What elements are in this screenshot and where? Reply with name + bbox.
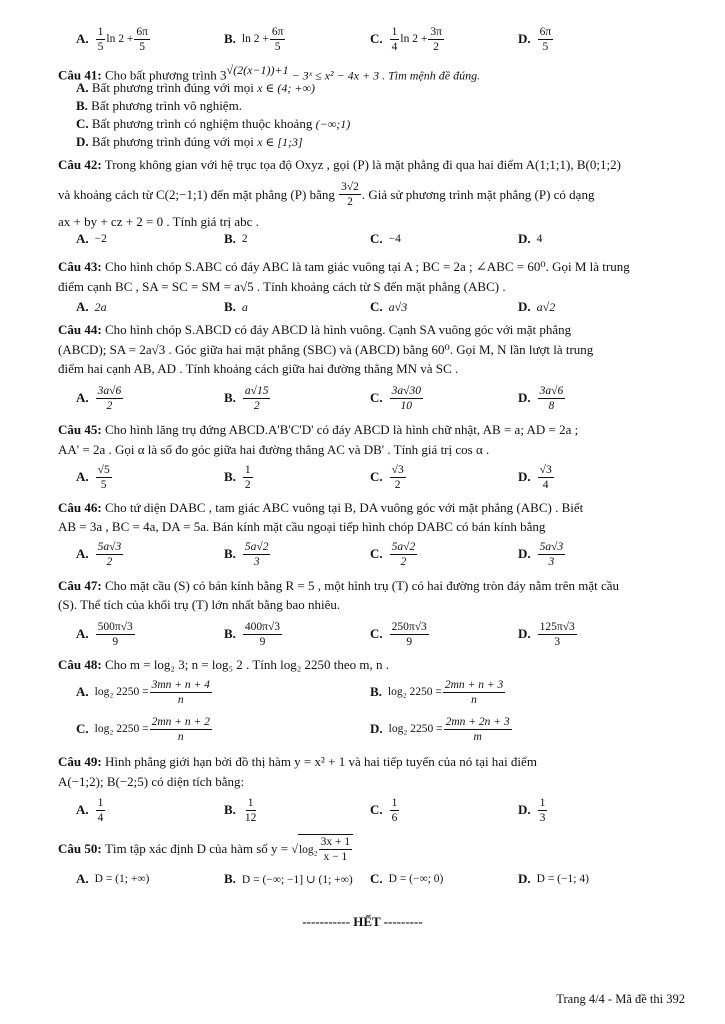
q49-option-b[interactable]: B. $\frac{1}{12}$ bbox=[224, 796, 257, 824]
q47-option-b[interactable]: B. $\frac{400\pi√3}{9}$ bbox=[224, 620, 281, 648]
q49-stem-line2: A(−1;2); B(−2;5) có diện tích bằng: bbox=[58, 774, 245, 789]
q42-option-b[interactable]: B. 2 bbox=[224, 231, 248, 246]
q44-stem-line2: (ABCD); SA = 2a√3 . Góc giữa hai mặt phẳng (SBC) và (ABCD) bằng 60⁰. Gọi M, N lần lượt là trung bbox=[58, 342, 594, 357]
q43-option-d[interactable]: D. a√2 bbox=[518, 299, 556, 314]
q43-options bbox=[76, 296, 690, 318]
q49-option-a[interactable]: A. $\frac{1}{4}$ bbox=[76, 796, 104, 824]
q48-option-c[interactable]: C. log₂ 2250 = $\frac{2mn + n + 2}{n}$ bbox=[76, 715, 210, 743]
q45-option-d[interactable]: D. $\frac{√3}{4}$ bbox=[518, 463, 552, 491]
q46-stem-line1: Câu 46: Cho tứ diện DABC , tam giác ABC vuông tại B, DA vuông góc với mặt phẳng (ABC) . Biết bbox=[58, 500, 584, 515]
q42-option-a[interactable]: A. −2 bbox=[76, 231, 107, 246]
q41-option-c[interactable]: C. Bất phương trình có nghiệm thuộc khoảng (−∞;1) bbox=[76, 116, 351, 131]
q49-options bbox=[76, 793, 690, 827]
q48-option-d[interactable]: D. log₂ 2250 = $\frac{2mn + 2n + 3}{m}$ bbox=[370, 715, 510, 743]
q47-option-c[interactable]: C. $\frac{250\pi√3}{9}$ bbox=[370, 620, 427, 648]
q47-stem-line1: Câu 47: Cho mặt cầu (S) có bán kính bằng R = 5 , một hình trụ (T) có hai đường tròn đáy nằm trên mặt cầu bbox=[58, 578, 620, 593]
q41-option-d[interactable]: D. Bất phương trình đúng với mọi x ∈ [1;3] bbox=[76, 134, 303, 149]
q43-option-a[interactable]: A. 2a bbox=[76, 299, 107, 314]
q42-option-c[interactable]: C. −4 bbox=[370, 231, 401, 246]
q46-options bbox=[76, 537, 690, 571]
q44-option-a[interactable]: A. $\frac{3a√6}{2}$ bbox=[76, 384, 122, 412]
q48-options-row1 bbox=[76, 675, 690, 709]
q46-option-b[interactable]: B. $\frac{5a√2}{3}$ bbox=[224, 540, 269, 568]
q50-option-a[interactable]: A. D = (1; +∞) bbox=[76, 871, 150, 886]
q50-option-d[interactable]: D. D = (−1; 4) bbox=[518, 871, 589, 886]
q44-options bbox=[76, 381, 690, 415]
q45-option-a[interactable]: A. $\frac{√5}{5}$ bbox=[76, 463, 110, 491]
q50-options bbox=[76, 868, 690, 890]
q48-option-a[interactable]: A. log₂ 2250 = $\frac{3mn + n + 4}{n}$ bbox=[76, 678, 210, 706]
end-marker: ----------- HẾT --------- bbox=[302, 914, 423, 929]
q40-option-a[interactable]: A. $\frac{1}{5}$ ln 2 + $\frac{6\pi}{5}$ bbox=[76, 25, 148, 53]
page-footer: Trang 4/4 - Mã đề thi 392 bbox=[556, 992, 685, 1006]
q42-option-d[interactable]: D. 4 bbox=[518, 231, 543, 246]
q49-option-c[interactable]: C. $\frac{1}{6}$ bbox=[370, 796, 398, 824]
q45-option-b[interactable]: B. $\frac{1}{2}$ bbox=[224, 463, 251, 491]
q49-option-d[interactable]: D. $\frac{1}{3}$ bbox=[518, 796, 546, 824]
q49-stem-line1: Câu 49: Hình phẳng giới hạn bởi đồ thị hàm y = x² + 1 và hai tiếp tuyến của nó tại hai điểm bbox=[58, 754, 537, 769]
q44-stem-line3: điểm hai cạnh AB, AD . Tính khoảng cách giữa hai đường thẳng MN và SC . bbox=[58, 361, 459, 376]
q43-stem-line2: điểm cạnh BC , SA = SC = SM = a√5 . Tính khoảng cách từ S đến mặt phẳng (ABC) . bbox=[58, 279, 506, 294]
q42-options bbox=[76, 228, 690, 250]
q45-stem-line2: AA' = 2a . Gọi α là số đo góc giữa hai đường thẳng AC và DB' . Tính giá trị cos α . bbox=[58, 442, 490, 457]
q41-option-b[interactable]: B. Bất phương trình vô nghiệm. bbox=[76, 98, 242, 113]
q42-stem-line3: ax + by + cz + 2 = 0 . Tính giá trị abc . bbox=[58, 214, 259, 229]
q45-stem-line1: Câu 45: Cho hình lăng trụ đứng ABCD.A'B'C'D' có đáy ABCD là hình chữ nhật, AB = a; AD = 2a ; bbox=[58, 422, 579, 437]
q47-options bbox=[76, 617, 690, 651]
q47-option-a[interactable]: A. $\frac{500\pi√3}{9}$ bbox=[76, 620, 133, 648]
q46-stem-line2: AB = 3a , BC = 4a, DA = 5a. Bán kính mặt cầu ngoại tiếp hình chóp DABC có bán kính bằng bbox=[58, 519, 546, 534]
q42-stem-line1: Câu 42: Trong không gian với hệ trục tọa độ Oxyz , gọi (P) là mặt phẳng đi qua hai điểm A(1;1;1), B(0;1;2) bbox=[58, 157, 621, 172]
q44-option-c[interactable]: C. $\frac{3a√30}{10}$ bbox=[370, 384, 421, 412]
q41-stem: Câu 41: Cho bất phương trình $3^{√(2(x-1))+1}$ − 3ˣ ≤ x² − 4x + 3 . Tìm mệnh đề đúng. bbox=[58, 63, 481, 83]
q50-option-c[interactable]: C. D = (−∞; 0) bbox=[370, 871, 444, 886]
q45-options bbox=[76, 460, 690, 494]
q48-option-b[interactable]: B. log₂ 2250 = $\frac{2mn + n + 3}{n}$ bbox=[370, 678, 504, 706]
q40-option-c[interactable]: C. $\frac{1}{4}$ ln 2 + $\frac{3\pi}{2}$ bbox=[370, 25, 442, 53]
q46-option-c[interactable]: C. $\frac{5a√2}{2}$ bbox=[370, 540, 416, 568]
q40-option-d[interactable]: D. $\frac{6\pi}{5}$ bbox=[518, 25, 552, 53]
q45-option-c[interactable]: C. $\frac{√3}{2}$ bbox=[370, 463, 404, 491]
q40-option-b[interactable]: B. ln 2 + $\frac{6\pi}{5}$ bbox=[224, 25, 284, 53]
q44-option-d[interactable]: D. $\frac{3a√6}{8}$ bbox=[518, 384, 564, 412]
q40-options bbox=[76, 22, 690, 56]
q42-stem-line2: và khoảng cách từ C(2;−1;1) đến mặt phẳng (P) bằng $\frac{3√2}{2}$ . Giả sử phương trình mặt phẳng (P) có dạng bbox=[58, 181, 595, 208]
q44-stem-line1: Câu 44: Cho hình chóp S.ABCD có đáy ABCD là hình vuông. Cạnh SA vuông góc với mặt phẳng bbox=[58, 322, 572, 337]
q41-option-a[interactable]: A. Bất phương trình đúng với mọi x ∈ (4; +∞) bbox=[76, 80, 315, 95]
q46-option-a[interactable]: A. $\frac{5a√3}{2}$ bbox=[76, 540, 122, 568]
q43-stem-line1: Câu 43: Cho hình chóp S.ABC có đáy ABC là tam giác vuông tại A ; BC = 2a ; ∠ABC = 60⁰. Gọi M là trung bbox=[58, 259, 630, 274]
q48-options-row2 bbox=[76, 712, 690, 746]
q48-stem: Câu 48: Cho m = log₂ 3; n = log₅ 2 . Tính log₂ 2250 theo m, n . bbox=[58, 657, 390, 672]
q43-option-c[interactable]: C. a√3 bbox=[370, 299, 408, 314]
q43-option-b[interactable]: B. a bbox=[224, 299, 248, 314]
q47-stem-line2: (S). Thể tích của khối trụ (T) lớn nhất bằng bao nhiêu. bbox=[58, 597, 341, 612]
q47-option-d[interactable]: D. $\frac{125\pi√3}{3}$ bbox=[518, 620, 575, 648]
q46-option-d[interactable]: D. $\frac{5a√3}{3}$ bbox=[518, 540, 564, 568]
q44-option-b[interactable]: B. $\frac{a√15}{2}$ bbox=[224, 384, 269, 412]
q50-option-b[interactable]: B. D = (−∞; −1] ∪ (1; +∞) bbox=[224, 871, 353, 886]
q50-stem: Câu 50: Tìm tập xác định D của hàm số y = √ log₂ $\frac{3x + 1}{x - 1}$ bbox=[58, 834, 690, 864]
